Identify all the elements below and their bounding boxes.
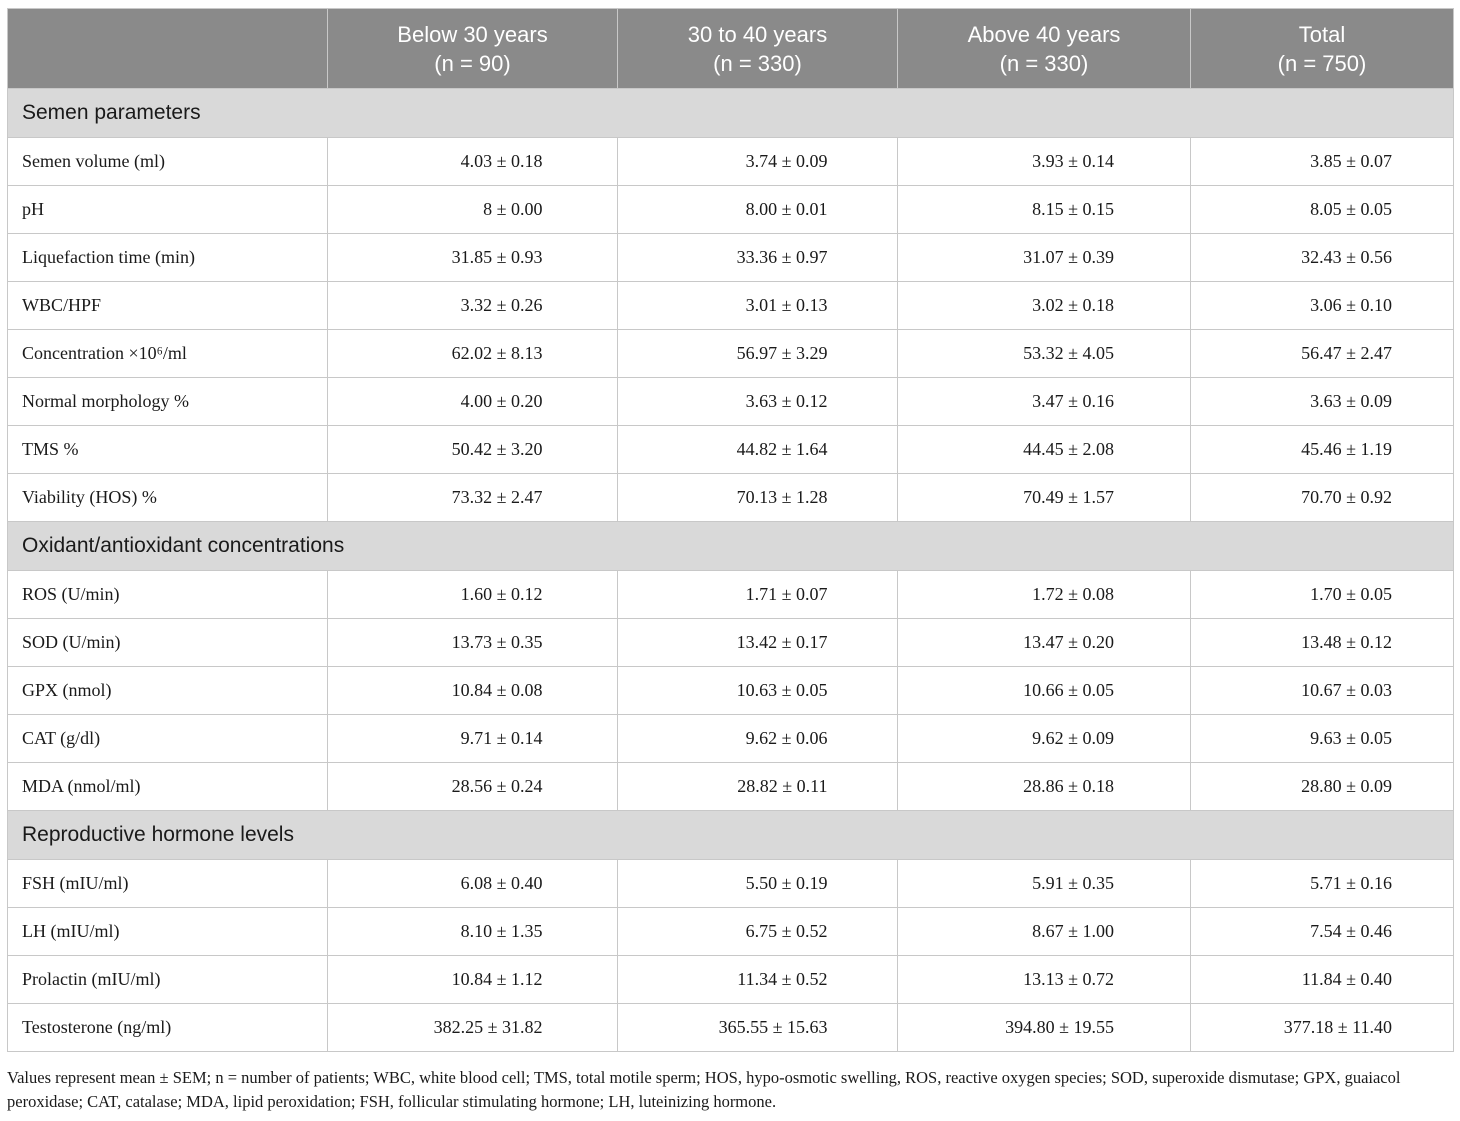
- value-cell: [328, 378, 618, 426]
- value-text: 10.67 ± 0.03: [1301, 680, 1392, 700]
- value-text: 5.50 ± 0.19: [745, 873, 828, 893]
- row-label: Testosterone (ng/ml): [8, 1004, 328, 1052]
- value-text: 56.47 ± 2.47: [1301, 343, 1392, 363]
- value-cell: [618, 908, 898, 956]
- value-cell: [618, 619, 898, 667]
- row-label: pH: [8, 186, 328, 234]
- header-col-n: (n = 750): [1277, 50, 1367, 76]
- value-text: 10.63 ± 0.05: [736, 680, 828, 700]
- table-row: [8, 282, 1454, 330]
- value-text: 5.91 ± 0.35: [1032, 873, 1114, 893]
- table-footnote: Values represent mean ± SEM; n = number of patients; WBC, white blood cell; TMS, total motile sperm; HOS, hypo-osmotic swelling, ROS, reactive oxygen species; SOD, superoxide dismutase; GPX, guaiacol peroxidase; CAT, catalase; MDA, lipid peroxidation; FSH, follicular stimulating hormone; LH, luteinizing hormone.: [7, 1068, 1401, 1111]
- table-row: [8, 138, 1454, 186]
- value-text: 365.55 ± 15.63: [718, 1017, 828, 1037]
- header-col-1: [618, 9, 898, 89]
- value-text: 28.80 ± 0.09: [1301, 776, 1392, 796]
- value-text: 10.66 ± 0.05: [1023, 680, 1114, 700]
- table-row: [8, 1004, 1454, 1052]
- value-cell: [328, 282, 618, 330]
- row-label: CAT (g/dl): [8, 715, 328, 763]
- value-text: 11.84 ± 0.40: [1301, 969, 1392, 989]
- table-body: [8, 89, 1454, 1052]
- table-row: [8, 715, 1454, 763]
- value-text: 8.10 ± 1.35: [460, 921, 543, 941]
- value-text: 3.63 ± 0.12: [745, 391, 828, 411]
- value-cell: [1191, 908, 1454, 956]
- value-text: 45.46 ± 1.19: [1301, 439, 1392, 459]
- value-text: 3.74 ± 0.09: [745, 151, 828, 171]
- header-col-3: [1191, 9, 1454, 89]
- value-cell: [618, 282, 898, 330]
- value-cell: [1191, 571, 1454, 619]
- header-corner: [8, 9, 328, 89]
- header-col-label: Total: [1298, 21, 1346, 47]
- value-cell: [328, 956, 618, 1004]
- value-text: 3.06 ± 0.10: [1310, 295, 1392, 315]
- value-text: 56.97 ± 3.29: [736, 343, 828, 363]
- value-cell: [328, 763, 618, 811]
- section-title: Reproductive hormone levels: [8, 811, 1454, 860]
- value-text: 1.60 ± 0.12: [460, 584, 543, 604]
- row-label: FSH (mIU/ml): [8, 860, 328, 908]
- value-text: 70.70 ± 0.92: [1301, 487, 1392, 507]
- section-row: [8, 811, 1454, 860]
- value-cell: [898, 474, 1191, 522]
- value-cell: [618, 426, 898, 474]
- table-row: [8, 234, 1454, 282]
- value-text: 44.45 ± 2.08: [1023, 439, 1114, 459]
- row-label: MDA (nmol/ml): [8, 763, 328, 811]
- value-text: 31.85 ± 0.93: [451, 247, 543, 267]
- header-col-2: [898, 9, 1191, 89]
- table-row: [8, 956, 1454, 1004]
- value-cell: [618, 138, 898, 186]
- value-cell: [1191, 667, 1454, 715]
- value-cell: [618, 715, 898, 763]
- value-cell: [1191, 956, 1454, 1004]
- value-text: 13.48 ± 0.12: [1301, 632, 1392, 652]
- row-label: WBC/HPF: [8, 282, 328, 330]
- table-row: [8, 378, 1454, 426]
- value-text: 3.85 ± 0.07: [1310, 151, 1392, 171]
- header-col-label: 30 to 40 years: [687, 21, 828, 47]
- value-text: 1.71 ± 0.07: [745, 584, 828, 604]
- value-cell: [328, 330, 618, 378]
- value-text: 6.08 ± 0.40: [460, 873, 543, 893]
- value-text: 4.03 ± 0.18: [460, 151, 543, 171]
- table-row: [8, 667, 1454, 715]
- value-cell: [328, 667, 618, 715]
- value-cell: [898, 186, 1191, 234]
- value-cell: [1191, 138, 1454, 186]
- value-text: 70.49 ± 1.57: [1023, 487, 1114, 507]
- table-row: [8, 860, 1454, 908]
- value-cell: [328, 186, 618, 234]
- row-label: Liquefaction time (min): [8, 234, 328, 282]
- value-text: 50.42 ± 3.20: [451, 439, 543, 459]
- row-label: ROS (U/min): [8, 571, 328, 619]
- value-cell: [618, 667, 898, 715]
- value-text: 5.71 ± 0.16: [1310, 873, 1392, 893]
- value-cell: [898, 378, 1191, 426]
- table-row: [8, 474, 1454, 522]
- value-text: 3.01 ± 0.13: [745, 295, 828, 315]
- value-cell: [1191, 1004, 1454, 1052]
- value-text: 8 ± 0.00: [483, 199, 543, 219]
- value-cell: [328, 860, 618, 908]
- value-text: 8.67 ± 1.00: [1032, 921, 1114, 941]
- value-text: 3.93 ± 0.14: [1032, 151, 1114, 171]
- header-col-n: (n = 330): [713, 50, 802, 76]
- value-text: 53.32 ± 4.05: [1023, 343, 1114, 363]
- value-text: 11.34 ± 0.52: [737, 969, 828, 989]
- value-cell: [618, 1004, 898, 1052]
- table-row: [8, 186, 1454, 234]
- value-text: 28.86 ± 0.18: [1023, 776, 1114, 796]
- table-header: [8, 9, 1454, 89]
- section-title: Oxidant/antioxidant concentrations: [8, 522, 1454, 571]
- value-cell: [328, 619, 618, 667]
- row-label: SOD (U/min): [8, 619, 328, 667]
- value-cell: [1191, 378, 1454, 426]
- table-row: [8, 330, 1454, 378]
- value-cell: [328, 715, 618, 763]
- value-cell: [1191, 474, 1454, 522]
- value-cell: [618, 186, 898, 234]
- value-cell: [898, 234, 1191, 282]
- table-row: [8, 619, 1454, 667]
- value-text: 32.43 ± 0.56: [1301, 247, 1392, 267]
- value-text: 9.62 ± 0.09: [1032, 728, 1114, 748]
- value-cell: [898, 138, 1191, 186]
- value-cell: [1191, 763, 1454, 811]
- value-text: 31.07 ± 0.39: [1023, 247, 1114, 267]
- value-text: 8.00 ± 0.01: [745, 199, 828, 219]
- row-label: LH (mIU/ml): [8, 908, 328, 956]
- value-text: 377.18 ± 11.40: [1283, 1017, 1392, 1037]
- section-row: [8, 522, 1454, 571]
- value-cell: [1191, 282, 1454, 330]
- value-text: 1.70 ± 0.05: [1310, 584, 1392, 604]
- value-cell: [1191, 186, 1454, 234]
- value-text: 394.80 ± 19.55: [1005, 1017, 1114, 1037]
- header-col-0: [328, 9, 618, 89]
- value-cell: [618, 378, 898, 426]
- value-text: 3.47 ± 0.16: [1032, 391, 1114, 411]
- value-cell: [328, 908, 618, 956]
- header-col-n: (n = 90): [434, 50, 511, 76]
- value-text: 28.56 ± 0.24: [451, 776, 543, 796]
- value-cell: [898, 571, 1191, 619]
- value-cell: [618, 474, 898, 522]
- value-cell: [328, 234, 618, 282]
- value-cell: [898, 330, 1191, 378]
- value-text: 8.05 ± 0.05: [1310, 199, 1392, 219]
- value-text: 3.63 ± 0.09: [1310, 391, 1392, 411]
- value-text: 4.00 ± 0.20: [460, 391, 543, 411]
- value-text: 28.82 ± 0.11: [737, 776, 828, 796]
- value-cell: [328, 474, 618, 522]
- row-label: GPX (nmol): [8, 667, 328, 715]
- value-text: 13.47 ± 0.20: [1023, 632, 1114, 652]
- table-container: [7, 8, 1453, 1052]
- value-cell: [618, 763, 898, 811]
- value-cell: [618, 234, 898, 282]
- value-text: 10.84 ± 1.12: [451, 969, 543, 989]
- value-text: 33.36 ± 0.97: [736, 247, 828, 267]
- value-text: 3.32 ± 0.26: [460, 295, 543, 315]
- table-row: [8, 763, 1454, 811]
- row-label: Prolactin (mIU/ml): [8, 956, 328, 1004]
- value-cell: [328, 138, 618, 186]
- row-label: TMS %: [8, 426, 328, 474]
- value-cell: [1191, 426, 1454, 474]
- row-label: Semen volume (ml): [8, 138, 328, 186]
- table-row: [8, 908, 1454, 956]
- value-cell: [898, 860, 1191, 908]
- value-text: 1.72 ± 0.08: [1032, 584, 1114, 604]
- row-label: Viability (HOS) %: [8, 474, 328, 522]
- value-cell: [618, 330, 898, 378]
- value-text: 73.32 ± 2.47: [451, 487, 543, 507]
- value-cell: [328, 1004, 618, 1052]
- value-cell: [328, 571, 618, 619]
- value-cell: [898, 426, 1191, 474]
- table-row: [8, 571, 1454, 619]
- value-cell: [1191, 619, 1454, 667]
- value-text: 382.25 ± 31.82: [433, 1017, 543, 1037]
- value-cell: [898, 763, 1191, 811]
- value-text: 70.13 ± 1.28: [736, 487, 828, 507]
- value-cell: [618, 571, 898, 619]
- value-text: 13.13 ± 0.72: [1023, 969, 1114, 989]
- value-cell: [898, 619, 1191, 667]
- header-col-label: Above 40 years: [967, 21, 1121, 47]
- value-cell: [1191, 234, 1454, 282]
- value-text: 62.02 ± 8.13: [451, 343, 543, 363]
- value-cell: [898, 908, 1191, 956]
- data-table: [7, 8, 1454, 1052]
- value-cell: [898, 282, 1191, 330]
- header-col-n: (n = 330): [999, 50, 1089, 76]
- section-title: Semen parameters: [8, 89, 1454, 138]
- header-row: [8, 9, 1454, 89]
- value-text: 44.82 ± 1.64: [736, 439, 828, 459]
- value-text: 7.54 ± 0.46: [1310, 921, 1392, 941]
- row-label: Concentration ×10⁶/ml: [8, 330, 328, 378]
- value-text: 3.02 ± 0.18: [1032, 295, 1114, 315]
- value-cell: [898, 1004, 1191, 1052]
- table-row: [8, 426, 1454, 474]
- value-text: 10.84 ± 0.08: [451, 680, 543, 700]
- value-text: 9.62 ± 0.06: [745, 728, 828, 748]
- value-text: 13.73 ± 0.35: [451, 632, 543, 652]
- value-cell: [898, 715, 1191, 763]
- value-text: 9.71 ± 0.14: [460, 728, 543, 748]
- header-col-label: Below 30 years: [397, 21, 548, 47]
- value-cell: [1191, 330, 1454, 378]
- row-label: Normal morphology %: [8, 378, 328, 426]
- value-text: 6.75 ± 0.52: [745, 921, 828, 941]
- value-cell: [898, 667, 1191, 715]
- value-cell: [898, 956, 1191, 1004]
- section-row: [8, 89, 1454, 138]
- value-cell: [618, 956, 898, 1004]
- value-cell: [1191, 860, 1454, 908]
- value-text: 8.15 ± 0.15: [1032, 199, 1114, 219]
- value-text: 9.63 ± 0.05: [1310, 728, 1392, 748]
- value-cell: [328, 426, 618, 474]
- value-text: 13.42 ± 0.17: [736, 632, 828, 652]
- value-cell: [1191, 715, 1454, 763]
- value-cell: [618, 860, 898, 908]
